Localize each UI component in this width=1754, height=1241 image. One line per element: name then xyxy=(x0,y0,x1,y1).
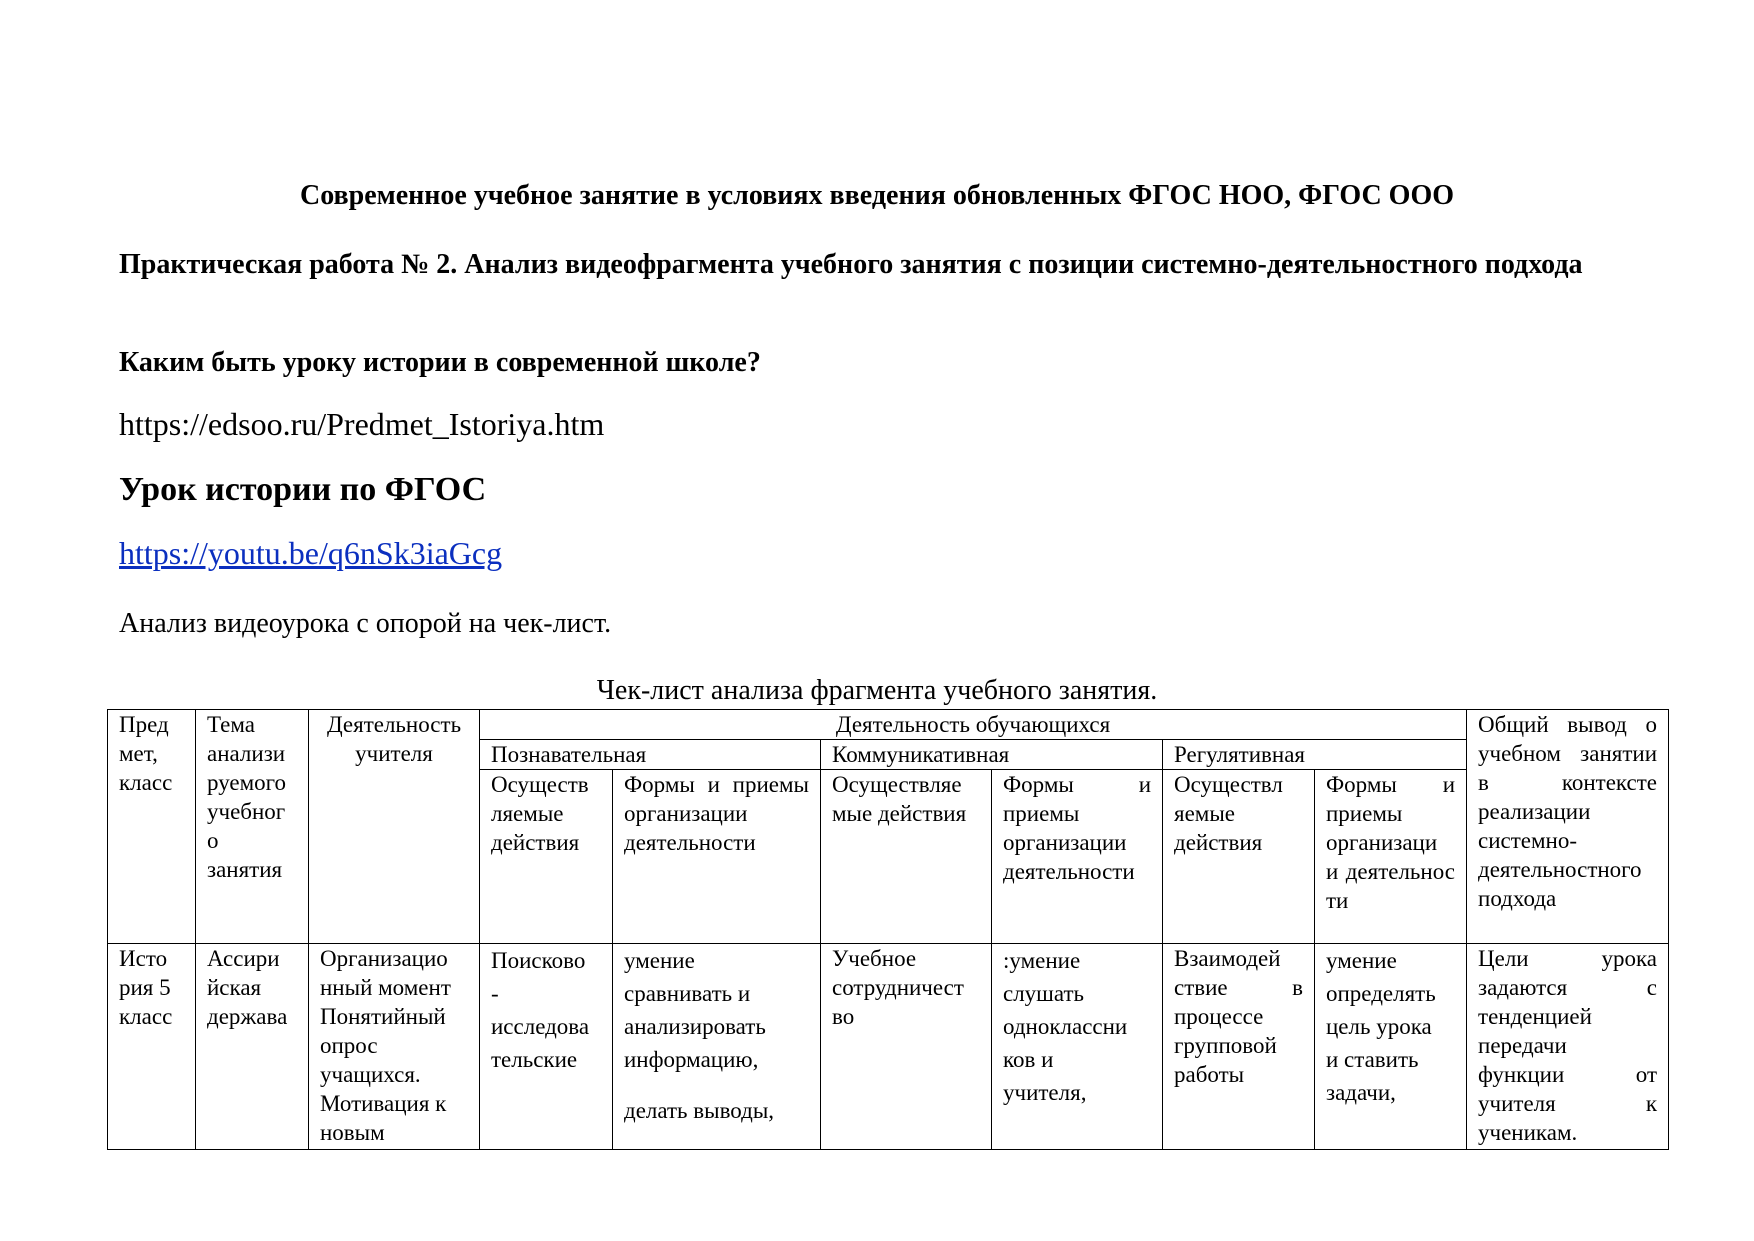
cell-topic: Ассири йская держава xyxy=(196,944,309,1150)
cell-cognitive-forms-part1: умение сравнивать и анализировать информацию, xyxy=(624,948,766,1072)
analysis-text: Анализ видеоурока с опорой на чек-лист. xyxy=(119,608,612,639)
lesson-heading: Урок истории по ФГОС xyxy=(119,471,487,508)
question-heading: Каким быть уроку истории в современной школе? xyxy=(119,347,761,378)
header-communicative-forms: Формы и приемы организации деятельности xyxy=(992,770,1163,944)
cell-regulatory-forms: умение определять цель урока и ставить задачи, xyxy=(1315,944,1467,1150)
header-teacher-activity: Деятельность учителя xyxy=(309,710,480,944)
checklist-table xyxy=(107,709,1669,1150)
cell-communicative-actions: Учебное сотрудничест во xyxy=(821,944,992,1150)
header-subject-class: Пред мет, класс xyxy=(108,710,196,944)
practical-work-heading: Практическая работа № 2. Анализ видеофрагмента учебного занятия с позиции системно-деятельностного подхода xyxy=(119,249,1583,280)
header-communicative-actions: Осуществляе мые действия xyxy=(821,770,992,944)
cell-teacher-activity: Организацио нный момент Понятийный опрос учащихся. Мотивация к новым xyxy=(309,944,480,1150)
cell-communicative-forms: :умение слушать одноклассни ков и учителя, xyxy=(992,944,1163,1150)
table-header-row xyxy=(108,710,1669,740)
header-cognitive: Познавательная xyxy=(480,740,821,770)
header-topic: Тема анализи руемого учебног о занятия xyxy=(196,710,309,944)
header-conclusion: Общий вывод о учебном занятии в контексте реализации системно-деятельностного подхода xyxy=(1467,710,1669,944)
header-regulatory-forms: Формы и приемы организаци и деятельнос ти xyxy=(1315,770,1467,944)
cell-cognitive-forms-part2: делать выводы, xyxy=(624,1098,775,1123)
cell-cognitive-actions: Поисково - исследова тельские xyxy=(480,944,613,1150)
header-regulatory: Регулятивная xyxy=(1163,740,1467,770)
header-communicative: Коммуникативная xyxy=(821,740,1163,770)
document-title: Современное учебное занятие в условиях введения обновленных ФГОС НОО, ФГОС ООО xyxy=(299,180,1454,211)
header-regulatory-actions: Осуществл яемые действия xyxy=(1163,770,1315,944)
edsoo-url-text: https://edsoo.ru/Predmet_Istoriya.htm xyxy=(119,406,605,442)
table-caption: Чек-лист анализа фрагмента учебного занятия. xyxy=(596,675,1158,706)
cell-regulatory-actions: Взаимодей ствие в процессе групповой работы xyxy=(1163,944,1315,1150)
cell-subject-class: Исто рия 5 класс xyxy=(108,944,196,1150)
table-row xyxy=(108,944,1669,1150)
header-students-activity: Деятельность обучающихся xyxy=(480,710,1467,740)
youtube-link[interactable]: https://youtu.be/q6nSk3iaGcg xyxy=(119,535,503,571)
cell-cognitive-forms xyxy=(613,944,821,1150)
cell-conclusion: Цели урока задаются с тенденцией передачи функции от учителя к ученикам. xyxy=(1467,944,1669,1150)
header-cognitive-forms: Формы и приемы организации деятельности xyxy=(613,770,821,944)
header-cognitive-actions: Осуществ ляемые действия xyxy=(480,770,613,944)
